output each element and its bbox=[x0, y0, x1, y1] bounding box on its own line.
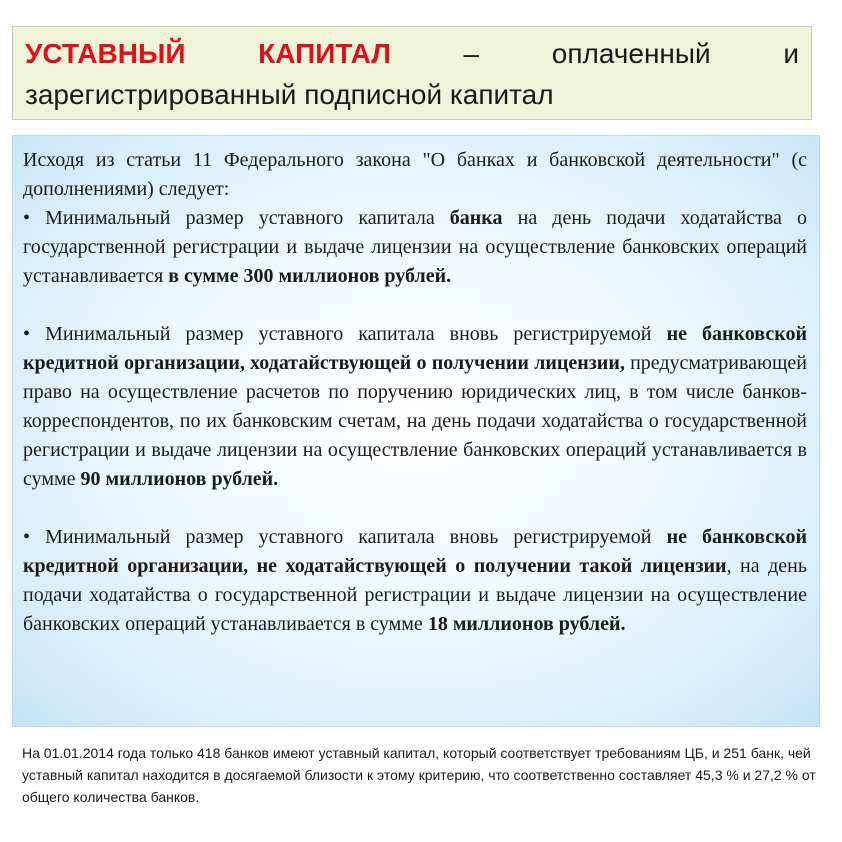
intro-paragraph: Исходя из статьи 11 Федерального закона "О банках и банковской деятельности" (с дополнениями) следует: bbox=[23, 149, 807, 200]
title-keyword-ustavny: УСТАВНЫЙ bbox=[25, 38, 186, 69]
slide-title bbox=[12, 26, 812, 120]
bullet-3-bold-org: не банковской кредитной организации, не ходатайствующей о получении такой лицензии bbox=[23, 526, 808, 577]
bullet-1-middle: на день подачи ходатайства о государственной регистрации и выдаче лицензии на осуществление банковских операций устанавливается bbox=[23, 207, 807, 287]
bullet-2-middle: предусматривающей право на осуществление расчетов по поручению юридических лиц, в том числе банков-корреспондентов, по их банковским счетам, на день подачи ходатайства о государственной регистрации и выдаче лицензии на осуществление банковских операций устанавливается в сумме bbox=[23, 352, 807, 490]
bullet-1-prefix: • Минимальный размер уставного капитала bbox=[23, 207, 450, 229]
title-line-2: зарегистрированный подписной капитал bbox=[25, 79, 554, 110]
title-keyword-kapital: КАПИТАЛ bbox=[258, 38, 391, 69]
bullet-item-2 bbox=[23, 320, 807, 494]
title-dash: – bbox=[463, 38, 480, 69]
title-line-1 bbox=[25, 33, 799, 74]
bullet-1-bold-amount: в сумме 300 миллионов рублей. bbox=[168, 265, 452, 287]
bullet-2-bold-org: не банковской кредитной организации, ходатайствующей о получении лицензии, bbox=[23, 323, 808, 374]
title-word-oplachenny: оплаченный bbox=[551, 38, 711, 69]
paragraph-gap bbox=[23, 494, 807, 523]
bullet-3-prefix: • Минимальный размер уставного капитала вновь регистрируемой bbox=[23, 526, 667, 548]
bullet-1-bold-bank: банка bbox=[449, 207, 503, 229]
bullet-item-3 bbox=[23, 523, 807, 639]
content-panel bbox=[12, 135, 820, 727]
bullet-3-middle: , на день подачи ходатайства о государственной регистрации и выдаче лицензии на осуществление банковских операций устанавливается в сумме bbox=[23, 555, 807, 635]
bullet-2-bold-amount: 90 миллионов рублей. bbox=[80, 468, 279, 490]
bullet-2-prefix: • Минимальный размер уставного капитала вновь регистрируемой bbox=[23, 323, 667, 345]
footnote-text: На 01.01.2014 года только 418 банков имеют уставный капитал, который соответствует требованиям ЦБ, и 251 банк, чей уставный капитал находится в досягаемой близости к этому критерию, что соответственно составляет 45,3 % и 27,2 % от общего количества банков. bbox=[22, 745, 816, 805]
bullet-3-bold-amount: 18 миллионов рублей. bbox=[427, 613, 626, 635]
bullet-item-1 bbox=[23, 204, 807, 291]
title-word-i: и bbox=[783, 38, 799, 69]
paragraph-gap bbox=[23, 291, 807, 320]
